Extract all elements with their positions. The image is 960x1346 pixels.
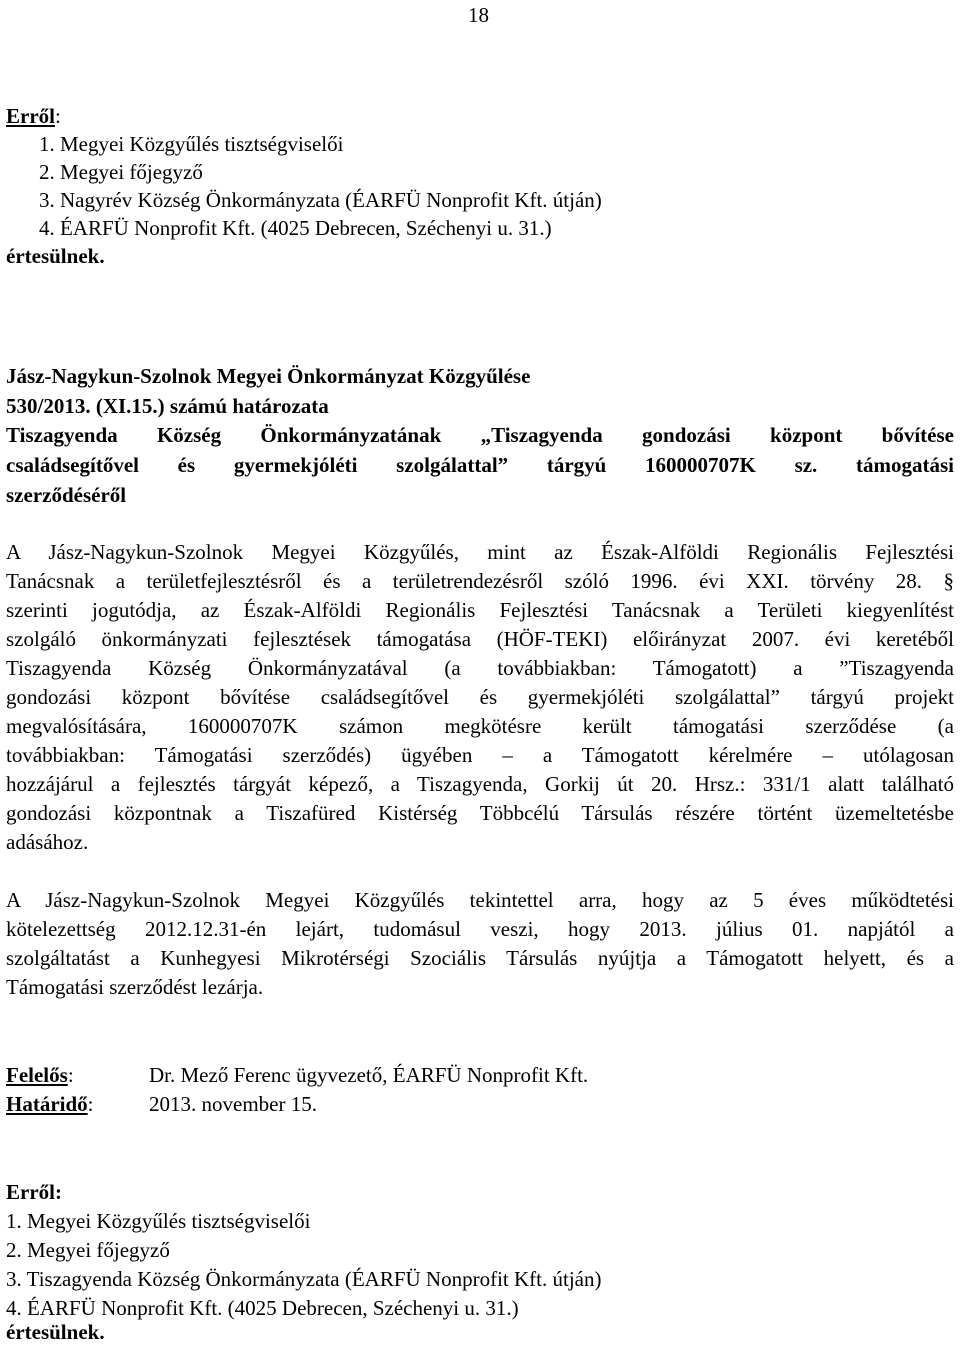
- notify1-closing: értesülnek.: [6, 244, 105, 268]
- notify2-item-2: 2. Megyei főjegyző: [6, 1238, 170, 1262]
- paragraph1-line-1: A Jász-Nagykun-Szolnok Megyei Közgyűlés, mint az Észak-Alföldi Regionális Fejlesztési: [6, 540, 954, 564]
- notify1-heading-line: [6, 102, 61, 130]
- paragraph1-line-8: továbbiakban: Támogatási szerződés) ügyében – a Támogatott kérelmére – utólagosan: [6, 743, 954, 767]
- paragraph1-line-7: megvalósítására, 160000707K számon megkötésre került támogatási szerződése (a: [6, 714, 954, 738]
- paragraph1-line-5: Tiszagyenda Község Önkormányzatával (a továbbiakban: Támogatott) a ”Tiszagyenda: [6, 656, 954, 680]
- deadline-colon: :: [87, 1092, 94, 1116]
- paragraph1-line-2: Tanácsnak a területfejlesztésről és a területrendezésről szóló 1996. évi XXI. törvény 28. §: [6, 569, 954, 593]
- resolution-number: 530/2013. (XI.15.) számú határozata: [6, 394, 329, 418]
- page-number: 18: [468, 3, 489, 27]
- paragraph1-line-9: hozzájárul a fejlesztés tárgyát képező, a Tiszagyenda, Gorkij út 20. Hrsz.: 331/1 alatt található: [6, 772, 954, 796]
- paragraph1-line-4: szolgáló önkormányzati fejlesztések támogatása (HÖF-TEKI) előirányzat 2007. évi keretéből: [6, 627, 954, 651]
- notify2-heading: Erről:: [6, 1180, 62, 1204]
- paragraph2-line-4: Támogatási szerződést lezárja.: [6, 975, 264, 999]
- paragraph1-line-10: gondozási központnak a Tiszafüred Kistérség Többcélú Társulás részére történt üzemeltetésbe: [6, 801, 954, 825]
- deadline-value: 2013. november 15.: [149, 1092, 317, 1116]
- resolution-title-line-2: családsegítővel és gyermekjóléti szolgálattal” tárgyú 160000707K sz. támogatási: [6, 453, 954, 477]
- notify2-item-4: 4. ÉARFÜ Nonprofit Kft. (4025 Debrecen, Széchenyi u. 31.): [6, 1296, 519, 1320]
- responsible-colon: :: [67, 1063, 74, 1087]
- deadline-label-line: [6, 1090, 94, 1118]
- responsible-label-line: [6, 1061, 74, 1089]
- resolution-body-name: Jász-Nagykun-Szolnok Megyei Önkormányzat Közgyűlése: [6, 364, 531, 388]
- responsible-label: Felelős: [6, 1063, 68, 1087]
- deadline-label: Határidő: [6, 1092, 88, 1116]
- paragraph1-line-11: adásához.: [6, 830, 89, 854]
- paragraph2-line-2: kötelezettség 2012.12.31-én lejárt, tudomásul veszi, hogy 2013. július 01. napjától a: [6, 917, 954, 941]
- notify2-item-1: 1. Megyei Közgyűlés tisztségviselői: [6, 1209, 311, 1233]
- paragraph2-line-1: A Jász-Nagykun-Szolnok Megyei Közgyűlés tekintettel arra, hogy az 5 éves működtetési: [6, 888, 954, 912]
- paragraph2-line-3: szolgáltatást a Kunhegyesi Mikrotérségi Szociális Társulás nyújtja a Támogatott helyett, és a: [6, 946, 954, 970]
- resolution-title-line-1: Tiszagyenda Község Önkormányzatának „Tiszagyenda gondozási központ bővítése: [6, 423, 954, 447]
- notify1-item-3: 3. Nagyrév Község Önkormányzata (ÉARFÜ Nonprofit Kft. útján): [39, 188, 602, 212]
- notify2-item-3: 3. Tiszagyenda Község Önkormányzata (ÉARFÜ Nonprofit Kft. útján): [6, 1267, 602, 1291]
- notify1-item-2: 2. Megyei főjegyző: [39, 160, 203, 184]
- notify1-item-4: 4. ÉARFÜ Nonprofit Kft. (4025 Debrecen, Széchenyi u. 31.): [39, 216, 552, 240]
- responsible-value: Dr. Mező Ferenc ügyvezető, ÉARFÜ Nonprofit Kft.: [149, 1063, 589, 1087]
- notify2-closing: értesülnek.: [6, 1320, 105, 1344]
- paragraph1-line-3: szerinti jogutódja, az Észak-Alföldi Regionális Fejlesztési Tanácsnak a Területi kiegyenlítést: [6, 598, 954, 622]
- resolution-title-line-3: szerződéséről: [6, 483, 127, 507]
- notify1-heading-colon: :: [54, 104, 61, 128]
- notify1-heading: Erről: [6, 104, 55, 128]
- paragraph1-line-6: gondozási központ bővítése családsegítővel és gyermekjóléti szolgálattal” tárgyú projekt: [6, 685, 954, 709]
- notify1-item-1: 1. Megyei Közgyűlés tisztségviselői: [39, 132, 344, 156]
